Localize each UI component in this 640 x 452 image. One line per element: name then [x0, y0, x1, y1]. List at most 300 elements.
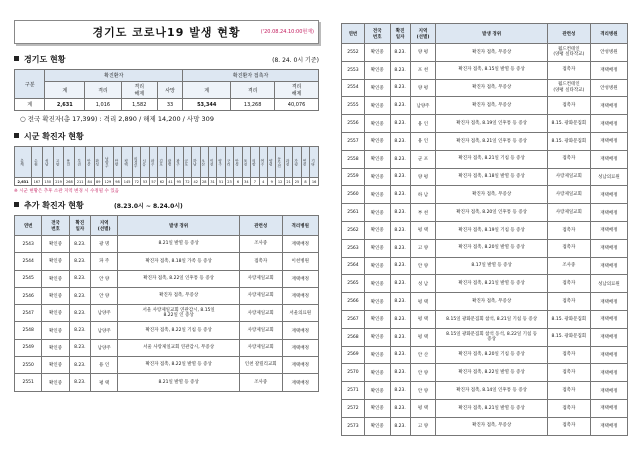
city-header-cell: 하남 [192, 147, 200, 178]
cell-date: 8.23. [390, 328, 410, 346]
city-value-cell: 41 [168, 179, 173, 184]
cell-date: 8.23. [390, 186, 410, 204]
cell-date: 8.23. [390, 44, 410, 62]
city-note: ※ 시군 현황은 추후 소관 지역 변경 시 수정될 수 있음 [14, 189, 120, 194]
city-status-table [14, 146, 319, 186]
new-cases-table-left [14, 215, 319, 392]
table-row [15, 253, 319, 270]
cell-desc: 확진자 접촉, 8.21일 인후통 등 증상 [436, 132, 548, 150]
cell-region: 고 양 [410, 417, 436, 435]
cell-region: 평 택 [410, 310, 436, 328]
city-value-cell: 9 [268, 178, 276, 186]
cell-no: 2559 [342, 168, 365, 186]
confirmed-death: 33 [157, 99, 182, 111]
city-value-cell: 12 [277, 179, 283, 184]
square-bullet-icon [14, 133, 19, 138]
cell-region: 안 양 [410, 364, 436, 382]
cell-nat: 확인중 [364, 79, 390, 97]
cell-nat: 확인중 [364, 293, 390, 311]
cell-no: 2555 [342, 97, 365, 115]
cell-desc: 8.21일 발열 등 증상 [118, 374, 240, 391]
city-value-cell: 89 [95, 179, 101, 184]
cell-nat: 확인중 [42, 322, 69, 339]
cell-desc: 서울 사랑제일교회 연관감시, 8.15일 8.22일 인 증상 [118, 305, 240, 322]
column-header: 격리병원 [590, 24, 627, 44]
table-row [15, 322, 319, 339]
cell-rel: 접촉자 [547, 97, 590, 115]
cell-hosp: 재택배정 [590, 186, 627, 204]
cell-date: 8.23. [69, 270, 90, 287]
cell-no: 2558 [342, 150, 365, 168]
cell-rel: 월드컨테인 (양평 실타작교) [547, 79, 590, 97]
cell-desc: 확진자 접촉, 무증상 [436, 79, 548, 97]
table-row [342, 168, 628, 186]
cell-nat: 확인중 [42, 374, 69, 391]
cell-no: 2571 [342, 382, 365, 400]
city-header-cell: 여주 [259, 147, 267, 178]
cell-date: 8.23. [390, 382, 410, 400]
cell-rel: 조사중 [239, 236, 282, 253]
cell-desc: 확진자 접촉, 8.19일 인후통 등 증상 [436, 115, 548, 133]
cell-date: 8.23. [390, 239, 410, 257]
cell-rel: 접촉자 [547, 399, 590, 417]
title-box [14, 20, 319, 44]
header-death: 사망 [157, 82, 182, 99]
cell-rel: 접촉자 [239, 253, 282, 270]
table-header-row [342, 24, 628, 44]
cell-date: 8.23. [390, 417, 410, 435]
cell-hosp: 재택배정 [590, 417, 627, 435]
column-header: 연번 [342, 24, 365, 44]
table-row [342, 346, 628, 364]
cell-region: 안 양 [410, 257, 436, 275]
city-value-cell: 219 [53, 178, 64, 186]
cell-region: 남양주 [90, 322, 117, 339]
cell-no: 2572 [342, 399, 365, 417]
city-value-cell: 62 [159, 179, 165, 184]
city-value-cell: 150 [42, 178, 53, 186]
city-header-cell: 성남 [42, 147, 53, 178]
city-value-cell: 145 [122, 178, 133, 186]
city-header-cell: 화성 [94, 147, 102, 178]
city-header-cell: 광명 [166, 147, 174, 178]
cell-region: 안 산 [410, 346, 436, 364]
cell-no: 2548 [15, 322, 42, 339]
cell-desc: 확진자 접촉, 8.22일 인후통 등 증상 [118, 270, 240, 287]
cell-desc: 8.15일 광화문집회 참석, 8.21일 기침 등 증상 [436, 310, 548, 328]
section-heading: 추가 확진자 현황 [24, 201, 84, 210]
column-header: 격리병원 [282, 216, 319, 236]
cell-nat: 확인중 [364, 221, 390, 239]
cell-nat: 확인중 [364, 417, 390, 435]
cell-desc: 확진자 접촉, 8.20일 발열 등 증상 [436, 239, 548, 257]
table-row [342, 328, 628, 346]
cell-nat: 확인중 [364, 399, 390, 417]
cell-hosp: 이천병원 [282, 253, 319, 270]
cell-rel: 8.15. 광화문집회 [547, 310, 590, 328]
city-header-cell: 시흥 [141, 147, 149, 178]
table-row [342, 204, 628, 222]
table-row [342, 97, 628, 115]
cell-nat: 확인중 [364, 150, 390, 168]
cell-no: 2543 [15, 236, 42, 253]
cell-nat: 확인중 [364, 44, 390, 62]
table-row [342, 221, 628, 239]
national-summary: ○ 전국 확진자(총 17,399) : 격리 2,890 / 해제 14,200 / 사망 309 [20, 115, 214, 123]
column-header: 관련성 [239, 216, 282, 236]
cell-region: 남양주 [90, 305, 117, 322]
city-value-cell: 84 [87, 179, 93, 184]
city-header-cell: 양주 [217, 147, 225, 178]
cell-nat: 확인중 [364, 239, 390, 257]
cell-hosp: 재택배정 [590, 204, 627, 222]
cell-nat: 확인중 [364, 275, 390, 293]
cell-date: 8.23. [69, 305, 90, 322]
cell-hosp: 재택배정 [590, 293, 627, 311]
cell-region: 광 명 [90, 236, 117, 253]
column-header: 연번 [15, 216, 42, 236]
city-value-cell: 95 [176, 179, 182, 184]
table-row [342, 132, 628, 150]
cell-rel: 접촉자 [547, 221, 590, 239]
table-row [15, 305, 319, 322]
cell-region: 양 평 [410, 79, 436, 97]
cell-hosp: 안성병원 [590, 79, 627, 97]
cell-hosp: 재택배정 [282, 339, 319, 356]
header-gubun: 구분 [15, 70, 45, 99]
cell-nat: 확인중 [42, 270, 69, 287]
table-row [342, 293, 628, 311]
cell-hosp: 재택배정 [282, 287, 319, 304]
cell-region: 하 남 [410, 186, 436, 204]
table-row [15, 339, 319, 356]
cell-desc: 확진자 접촉, 8.21일 발열 등 증상 [436, 275, 548, 293]
cell-rel: 사랑제일교회 [239, 287, 282, 304]
city-value-cell: 16 [310, 178, 319, 186]
city-value-cell: 6 [234, 178, 242, 186]
city-header-cell: 안성 [234, 147, 242, 178]
cell-no: 2544 [15, 253, 42, 270]
city-value-cell: 7 [251, 178, 259, 186]
cell-desc: 확진자 접촉, 8.20일 인후통 등 증상 [436, 204, 548, 222]
cell-desc: 확진자 접촉, 8.21일 기침 등 증상 [436, 150, 548, 168]
cell-nat: 확인중 [364, 132, 390, 150]
confirmed-gyeokri: 1,016 [85, 99, 121, 111]
cell-rel: 사랑제일교회 [239, 270, 282, 287]
cell-date: 8.23. [390, 346, 410, 364]
cell-hosp: 재택배정 [590, 97, 627, 115]
column-header: 전국 번호 [42, 216, 69, 236]
cell-desc: 확진자 접촉, 무증상 [436, 293, 548, 311]
cell-desc: 확진자 접촉, 무증상 [436, 44, 548, 62]
page-title: 경기도 코로나19 발생 현황 [92, 26, 241, 39]
cell-hosp: 재택배정 [590, 257, 627, 275]
cell-date: 8.23. [390, 293, 410, 311]
square-bullet-icon [14, 202, 19, 207]
table-row [15, 374, 319, 391]
cell-date: 8.23. [390, 97, 410, 115]
cell-nat: 확인중 [364, 328, 390, 346]
table-row [342, 239, 628, 257]
header-gyeokri: 격리 [85, 82, 121, 99]
cell-date: 8.23. [390, 399, 410, 417]
cell-no: 2570 [342, 364, 365, 382]
city-header-cell: 군포 [183, 147, 191, 178]
cell-nat: 확인중 [42, 287, 69, 304]
cell-no: 2563 [342, 239, 365, 257]
cell-desc: 확진자 접촉, 8.14일 인후통 등 증상 [436, 382, 548, 400]
cell-hosp: 재택배정 [590, 239, 627, 257]
cell-hosp: 재택배정 [590, 132, 627, 150]
cell-rel: 접촉자 [547, 239, 590, 257]
right-column [341, 23, 628, 436]
cell-no: 2564 [342, 257, 365, 275]
city-header-cell: 이천 [208, 147, 216, 178]
column-header: 확진 일자 [69, 216, 90, 236]
column-header: 확진 일자 [390, 24, 410, 44]
city-header-cell: 의왕 [251, 147, 259, 178]
cell-date: 8.23. [390, 257, 410, 275]
table-row [342, 275, 628, 293]
header-confirmed: 확진환자 [45, 70, 183, 82]
cell-hosp: 재택배정 [590, 382, 627, 400]
square-bullet-icon [14, 56, 19, 61]
cell-region: 안 양 [90, 287, 117, 304]
cell-hosp: 성남의료원 [590, 168, 627, 186]
cell-desc: 확진자 접촉, 8.21일 발열 등 증상 [436, 399, 548, 417]
cell-desc: 8.17일 발열 등 증상 [436, 257, 548, 275]
header-contact-gye: 계 [183, 82, 231, 99]
cell-rel: 사랑제일교회 [547, 204, 590, 222]
cell-no: 2553 [342, 61, 365, 79]
cell-region: 파 주 [90, 253, 117, 270]
cell-hosp: 서울의료원 [282, 305, 319, 322]
cell-nat: 확인중 [364, 97, 390, 115]
header-haeje: 격리 해제 [121, 82, 157, 99]
cell-region: 성 남 [410, 275, 436, 293]
city-header-cell: 안양 [113, 147, 121, 178]
city-value-cell: 57 [151, 179, 156, 184]
cell-date: 8.23. [390, 275, 410, 293]
cell-nat: 확인중 [42, 357, 69, 374]
section-date-note: (8. 24. 0시 기준) [272, 57, 319, 64]
cell-rel: 접촉자 [547, 150, 590, 168]
cell-region: 평 택 [410, 293, 436, 311]
cell-no: 2549 [15, 339, 42, 356]
cell-desc: 확진자 접촉, 무증상 [436, 186, 548, 204]
cell-rel: 월드컨테인 (양평 실타작교) [547, 44, 590, 62]
cell-region: 용 인 [410, 115, 436, 133]
city-value-cell: 28 [201, 179, 207, 184]
cell-hosp: 재택배정 [590, 328, 627, 346]
cell-nat: 확인중 [364, 382, 390, 400]
cell-nat: 확인중 [364, 364, 390, 382]
table-row [342, 257, 628, 275]
cell-region: 부 천 [410, 204, 436, 222]
cell-nat: 확인중 [364, 186, 390, 204]
cell-date: 8.23. [69, 236, 90, 253]
cell-region: 평 택 [410, 328, 436, 346]
cell-rel: 접촉자 [547, 275, 590, 293]
city-value-cell: 211 [75, 178, 86, 186]
cell-region: 남양주 [410, 97, 436, 115]
row-label: 계 [15, 99, 45, 111]
cell-nat: 확인중 [42, 305, 69, 322]
cell-hosp: 재택배정 [282, 357, 319, 374]
city-value-cell: 53 [142, 179, 148, 184]
cell-no: 2551 [15, 374, 42, 391]
cell-rel: 사랑제일교회 [239, 322, 282, 339]
city-value-cell: 98 [115, 179, 120, 184]
cell-nat: 확인중 [42, 253, 69, 270]
header-contact-haeje: 격리 해제 [275, 82, 319, 99]
cell-rel: 인천 갈릴리교회 [239, 357, 282, 374]
city-value-cell: 31 [210, 179, 215, 184]
city-value-cell: 4 [259, 178, 267, 186]
city-header-cell: 수원 [32, 147, 43, 178]
cell-rel: 8.15. 광화문집회 [547, 115, 590, 133]
cell-date: 8.23. [69, 287, 90, 304]
table-header-row [15, 216, 319, 236]
column-header: 지역 (선별) [90, 216, 117, 236]
table-row [342, 44, 628, 62]
cell-nat: 확인중 [364, 168, 390, 186]
cell-region: 포 천 [410, 61, 436, 79]
cell-desc: 확진자 접촉, 8.22일 기침 등 증상 [118, 322, 240, 339]
table-row [15, 287, 319, 304]
cell-rel: 사랑제일교회 [547, 168, 590, 186]
city-header-cell: 용인 [64, 147, 75, 178]
column-header: 발생 경위 [118, 216, 240, 236]
cell-rel: 조사중 [547, 257, 590, 275]
cell-no: 2552 [342, 44, 365, 62]
cell-hosp: 재택배정 [590, 399, 627, 417]
city-header-cell: 총계 [15, 147, 32, 178]
cell-no: 2568 [342, 328, 365, 346]
cell-date: 8.23. [390, 115, 410, 133]
cell-hosp: 재택배정 [590, 61, 627, 79]
cell-desc: 확진자 접촉, 8.18일 발열 등 증상 [436, 168, 548, 186]
cell-no: 2556 [342, 115, 365, 133]
cell-date: 8.23. [69, 357, 90, 374]
section-gyeonggi-status [14, 54, 319, 66]
cell-hosp: 재택배정 [590, 310, 627, 328]
cell-nat: 확인중 [364, 310, 390, 328]
cell-no: 2562 [342, 221, 365, 239]
cell-no: 2554 [342, 79, 365, 97]
cell-region: 안 양 [410, 382, 436, 400]
cell-desc: 서울 사랑제일교회 연관감시, 무증상 [118, 339, 240, 356]
cell-hosp: 재택배정 [590, 150, 627, 168]
city-header-cell: 과천 [284, 147, 292, 178]
cell-desc: 확진자 접촉, 8.22일 발열 등 증상 [436, 364, 548, 382]
cell-desc: 확진자 접촉, 무증상 [118, 287, 240, 304]
table-row [342, 150, 628, 168]
city-header-cell: 광주 [175, 147, 183, 178]
cell-hosp: 재택배정 [590, 346, 627, 364]
cell-hosp: 성남의료원 [590, 275, 627, 293]
section-city-status [14, 131, 319, 143]
new-cases-table-right [341, 23, 628, 436]
city-header-cell: 기타 [310, 147, 319, 178]
contact-gyeokri: 13,268 [231, 99, 275, 111]
city-value-cell: 72 [185, 179, 190, 184]
table-row [15, 270, 319, 287]
cell-no: 2545 [15, 270, 42, 287]
cell-region: 양 평 [410, 168, 436, 186]
column-header: 지역 (선별) [410, 24, 436, 44]
cell-date: 8.23. [390, 364, 410, 382]
cell-rel: 접촉자 [547, 382, 590, 400]
section-heading: 시군 확진자 현황 [24, 132, 84, 141]
cell-nat: 확인중 [42, 339, 69, 356]
city-header-cell: 연천 [301, 147, 309, 178]
cell-region: 고 양 [410, 239, 436, 257]
city-header-cell: 오산 [200, 147, 208, 178]
header-contact: 확진환자 접촉자 [183, 70, 319, 82]
confirmed-haeje: 1,582 [121, 99, 157, 111]
cell-region: 남양주 [90, 339, 117, 356]
cell-no: 2557 [342, 132, 365, 150]
column-header: 발생 경위 [436, 24, 548, 44]
table-row [15, 236, 319, 253]
table-row [342, 79, 628, 97]
city-value-cell: 8 [301, 178, 309, 186]
left-column [14, 20, 319, 392]
table-row [342, 399, 628, 417]
cell-date: 8.23. [69, 253, 90, 270]
city-value-cell: 34 [244, 179, 249, 184]
cell-region: 양 평 [410, 44, 436, 62]
city-value-cell: 21 [286, 179, 291, 184]
cell-rel: 접촉자 [547, 417, 590, 435]
cell-no: 2547 [15, 305, 42, 322]
cell-no: 2569 [342, 346, 365, 364]
cell-hosp: 재택배정 [282, 322, 319, 339]
cell-rel: 조사중 [239, 374, 282, 391]
cell-rel: 사랑제일교회 [547, 186, 590, 204]
cell-date: 8.23. [69, 339, 90, 356]
section-new-cases [14, 200, 319, 212]
cell-desc: 확진자 접촉, 무증상 [436, 417, 548, 435]
table-row [342, 417, 628, 435]
cell-rel: 8.15. 광화문집회 [547, 132, 590, 150]
column-header: 관련성 [547, 24, 590, 44]
cell-hosp: 안성병원 [590, 44, 627, 62]
city-header-cell: 파주 [149, 147, 157, 178]
cell-date: 8.23. [69, 322, 90, 339]
cell-date: 8.23. [69, 374, 90, 391]
cell-nat: 확인중 [42, 236, 69, 253]
header-contact-gyeokri: 격리 [231, 82, 275, 99]
cell-desc: 8.21일 발열 등 증상 [118, 236, 240, 253]
city-header-row [15, 147, 319, 178]
cell-hosp: 재택배정 [590, 221, 627, 239]
cell-desc: 8.15일 광화문집회 참석 동석, 8.22일 기침 등 증상 [436, 328, 548, 346]
cell-region: 안 양 [90, 270, 117, 287]
cell-hosp: 재택배정 [282, 236, 319, 253]
cell-desc: 확진자 접촉, 8.18일 가족 등 증상 [118, 253, 240, 270]
city-header-cell: 남양주 [102, 147, 113, 178]
cell-nat: 확인중 [364, 61, 390, 79]
cell-date: 8.23. [390, 310, 410, 328]
cell-date: 8.23. [390, 79, 410, 97]
cell-hosp: 재택배정 [590, 115, 627, 133]
cell-rel: 사랑제일교회 [239, 305, 282, 322]
city-header-cell: 안산 [86, 147, 94, 178]
city-header-cell: 양평 [268, 147, 276, 178]
city-value-cell: 23 [227, 179, 232, 184]
